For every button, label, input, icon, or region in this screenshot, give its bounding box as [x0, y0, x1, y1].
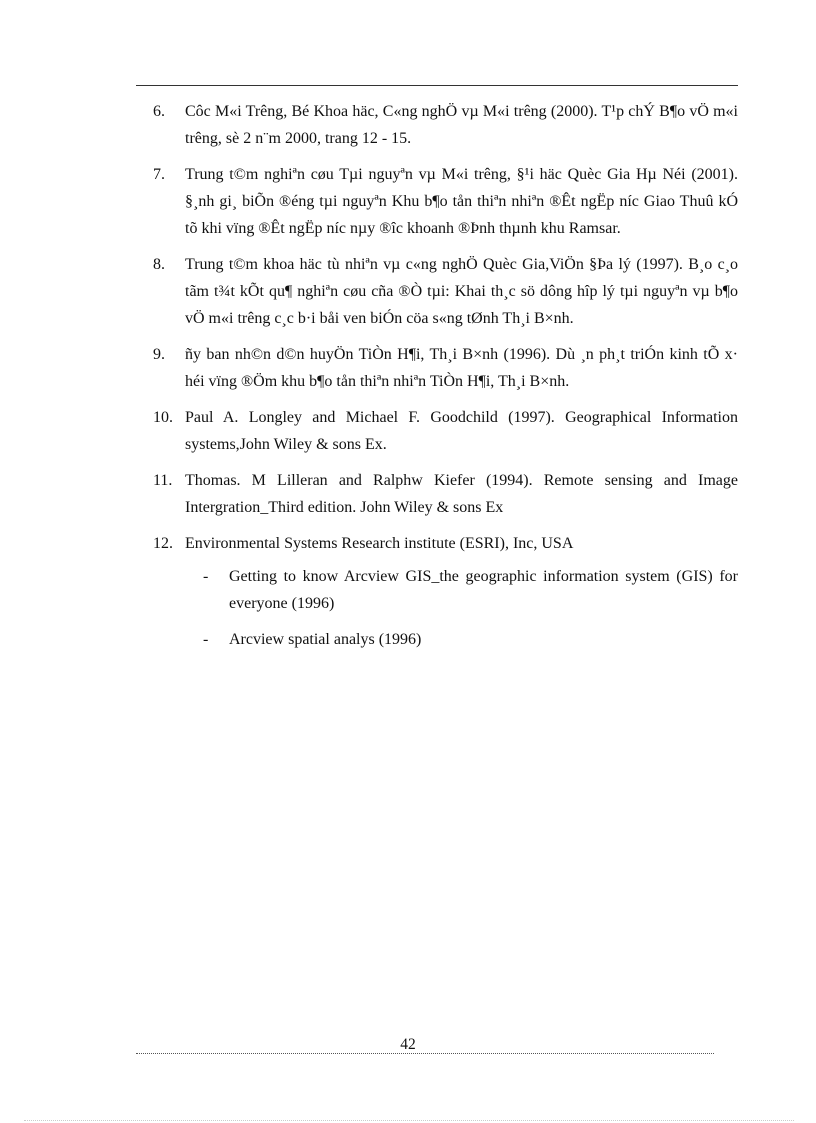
- sub-reference-item: [185, 563, 738, 617]
- reference-list: [136, 98, 738, 662]
- reference-text: Trung t©m khoa häc tù nhiªn vµ c«ng nghÖ Quèc Gia,ViÖn §Þa lý (1997). B¸o c¸o tãm t¾t kÕt qu¶ nghiªn cøu cña ®Ò tµi: Khai th¸c sö dông hîp lý tµi nguyªn vµ b¶o vÖ m«i trêng c¸c b·i båi ven biÓn cöa s«ng tØnh Th¸i B×nh.: [185, 256, 738, 327]
- reference-text: Environmental Systems Research institute (ESRI), Inc, USA: [185, 535, 574, 552]
- reference-number: 7.: [153, 166, 165, 183]
- sub-reference-text: Arcview spatial analys (1996): [229, 631, 422, 648]
- reference-text: Trung t©m nghiªn cøu Tµi nguyªn vµ M«i trêng, §¹i häc Quèc Gia Hµ Néi (2001). §¸nh gi¸ biÕn ®éng tµi nguyªn Khu b¶o tån thiªn nhiªn ®Êt ngËp níc Giao Thuû kÓ tõ khi vïng ®Êt ngËp níc nµy ®îc khoanh ®Þnh thµnh khu Ramsar.: [185, 166, 738, 237]
- reference-number: 6.: [153, 103, 165, 120]
- footer-rule: [136, 1053, 714, 1054]
- page-number: 42: [400, 1036, 416, 1053]
- reference-number: 9.: [153, 346, 165, 363]
- reference-item: [136, 341, 738, 395]
- reference-number: 12.: [153, 535, 173, 552]
- reference-item: [136, 98, 738, 152]
- reference-item: [136, 161, 738, 242]
- reference-text: ñy ban nh©n d©n huyÖn TiÒn H¶i, Th¸i B×nh (1996). Dù ¸n ph¸t triÓn kinh tÕ x· héi vïng ®Öm khu b¶o tån thiªn nhiªn TiÒn H¶i, Th¸i B×nh.: [185, 346, 738, 390]
- sub-reference-item: [185, 626, 738, 653]
- header-rule: [136, 85, 738, 86]
- reference-number: 10.: [153, 409, 173, 426]
- reference-text: Paul A. Longley and Michael F. Goodchild (1997). Geographical Information systems,John Wiley & sons Ex.: [185, 409, 738, 453]
- reference-text: Côc M«i Trêng, Bé Khoa häc, C«ng nghÖ vµ M«i trêng (2000). T¹p chÝ B¶o vÖ m«i trêng, sè 2 n¨m 2000, trang 12 - 15.: [185, 103, 738, 147]
- reference-item: [136, 530, 738, 653]
- reference-item: [136, 251, 738, 332]
- reference-number: 11.: [153, 472, 173, 489]
- reference-item: [136, 467, 738, 521]
- reference-number: 8.: [153, 256, 165, 273]
- dash-bullet: -: [203, 568, 209, 585]
- sub-reference-text: Getting to know Arcview GIS_the geographic information system (GIS) for everyone (1996): [229, 568, 738, 612]
- dash-bullet: -: [203, 631, 209, 648]
- reference-item: [136, 404, 738, 458]
- sub-reference-list: [185, 563, 738, 653]
- page-bottom-edge: [24, 1120, 794, 1121]
- reference-text: Thomas. M Lilleran and Ralphw Kiefer (1994). Remote sensing and Image Intergration_Third edition. John Wiley & sons Ex: [185, 472, 738, 516]
